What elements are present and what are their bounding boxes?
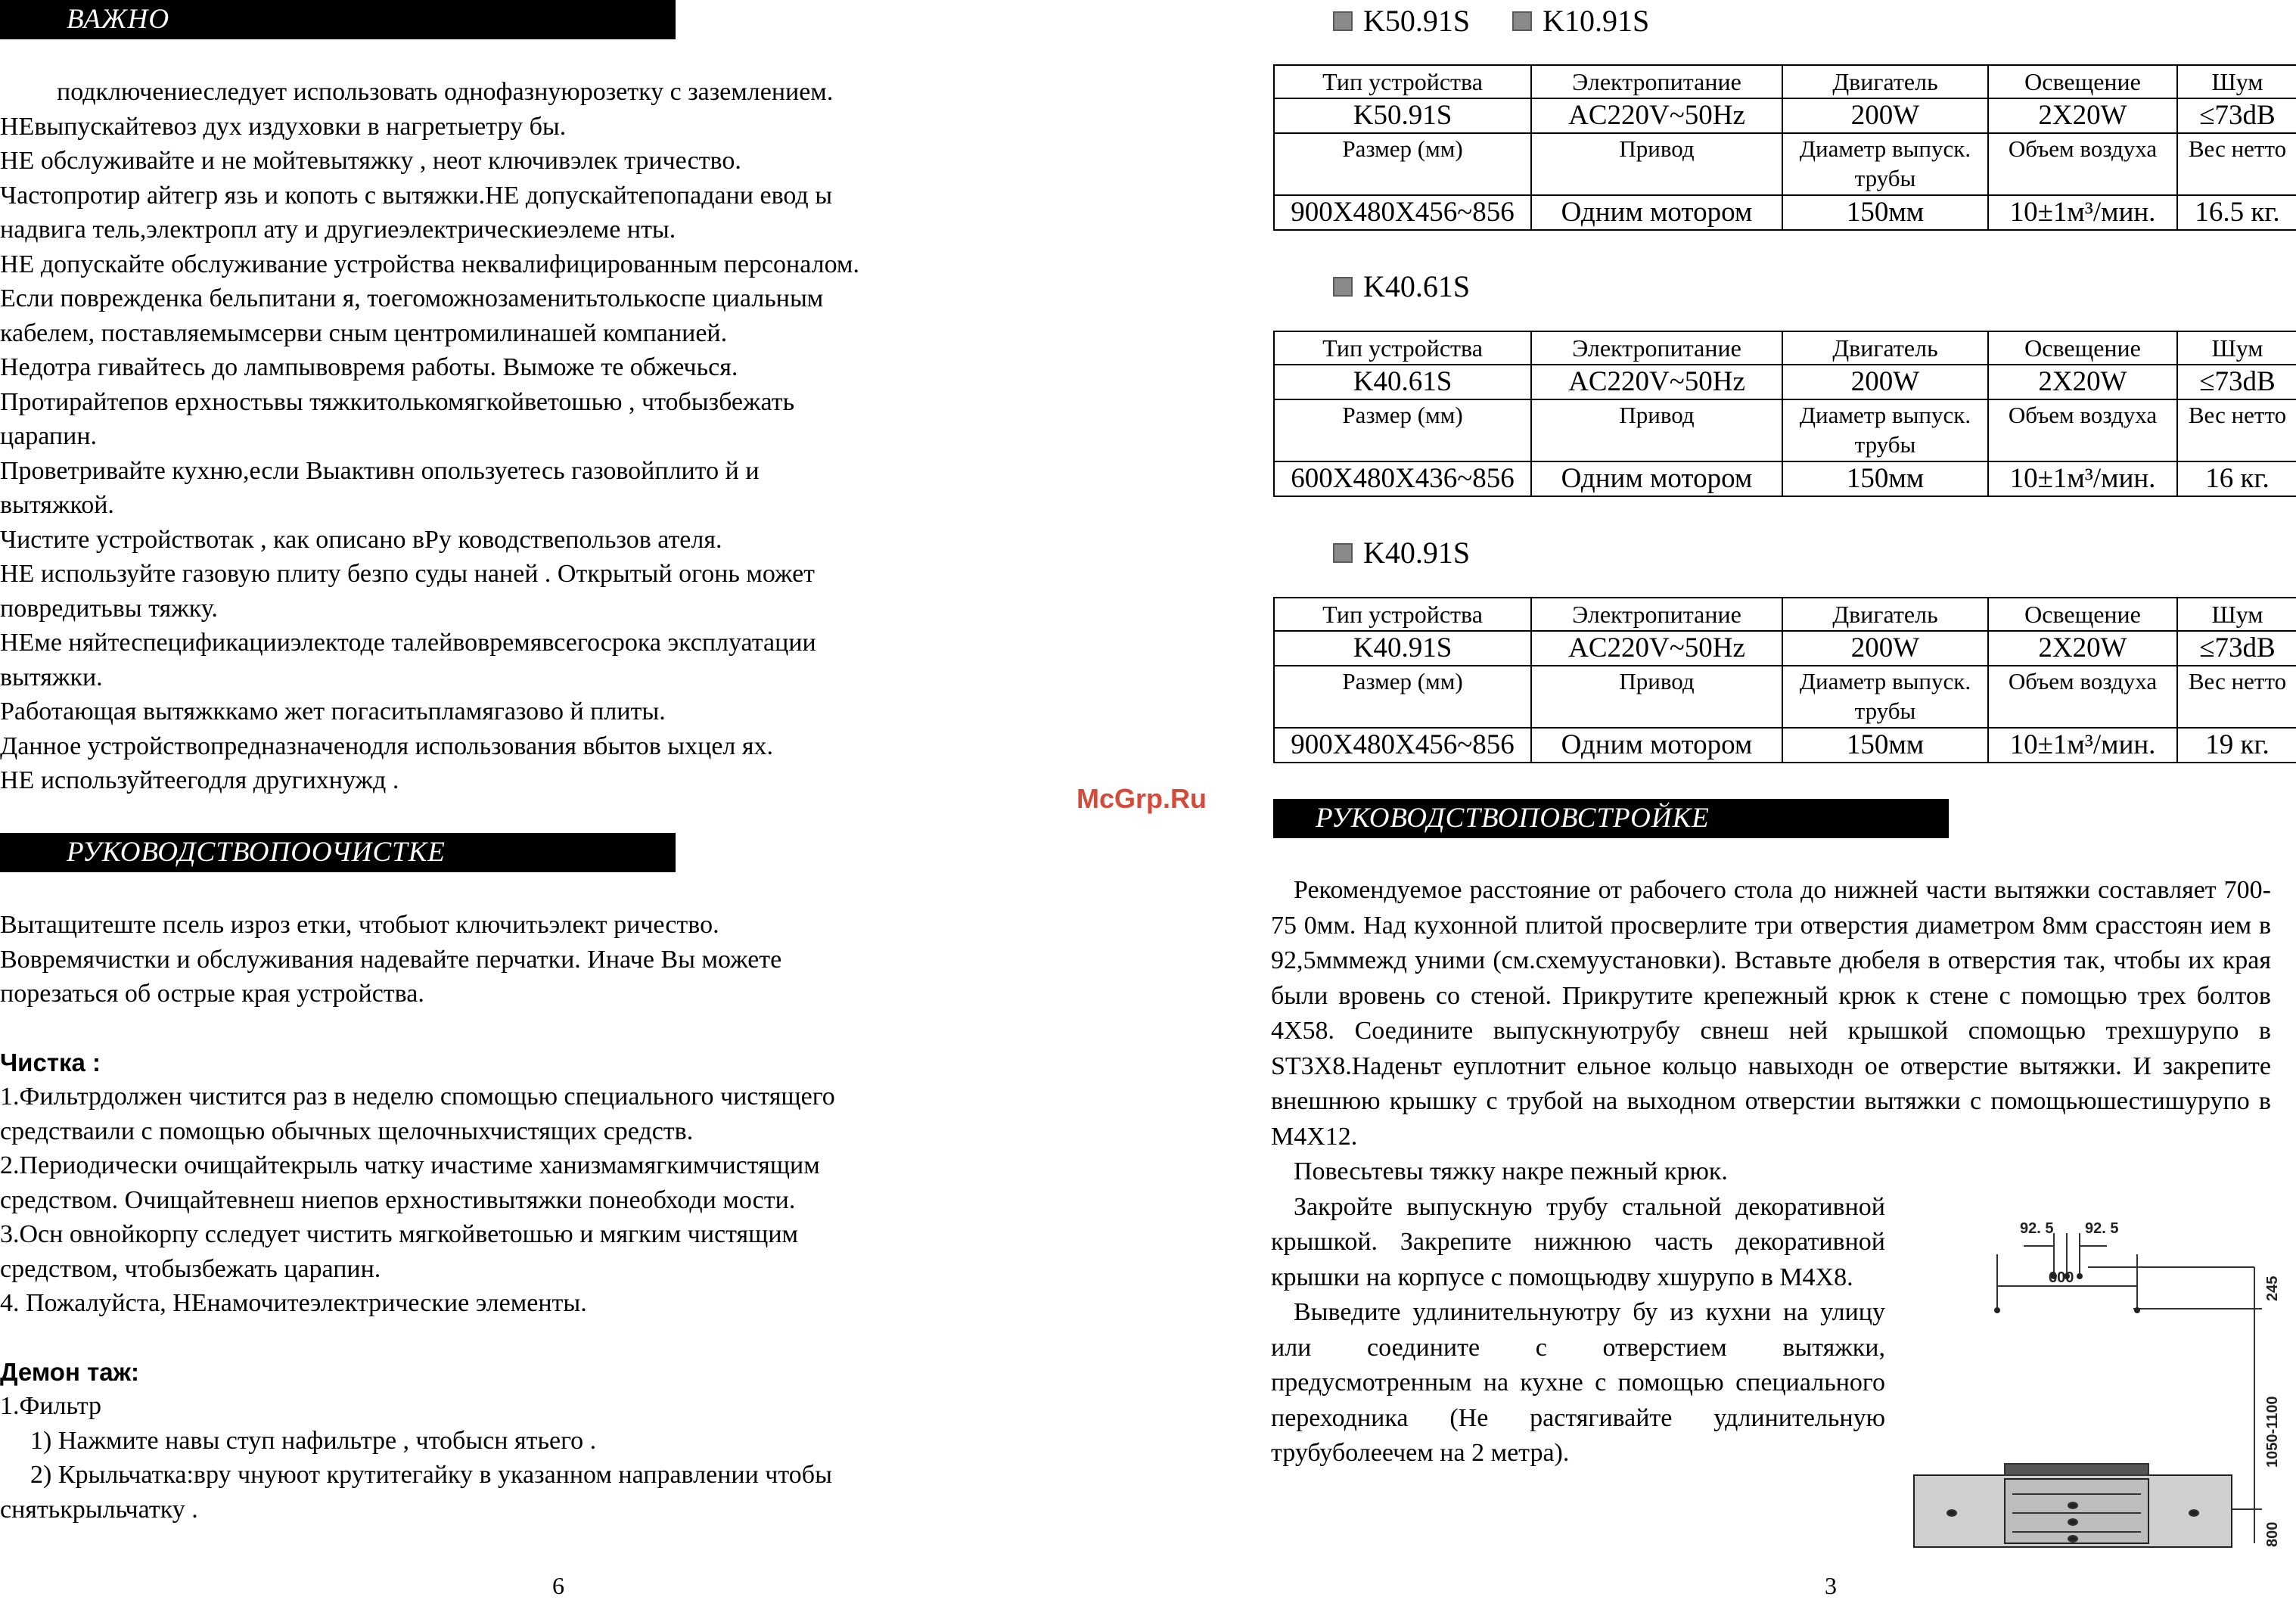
cell-motor: 200W — [1782, 98, 1988, 133]
header-motor: Двигатель — [1782, 598, 1988, 631]
square-bullet-icon — [1333, 277, 1353, 297]
cell-noise: ≤73dB — [2177, 631, 2296, 666]
cell-weight: 16.5 кг. — [2177, 195, 2296, 230]
square-bullet-icon — [1512, 11, 1532, 31]
header-motor: Двигатель — [1782, 331, 1988, 365]
model-heading — [1333, 3, 1649, 39]
model-name: K40.91S — [1363, 536, 1471, 570]
cleaning-line: 2.Периодически очищайтекрыль чатку ичастиме ханизмамягкимчистящим — [0, 1151, 820, 1179]
header-motor: Двигатель — [1782, 65, 1988, 98]
cleaning-line: 1.Фильтрдолжен чистится раз в неделю спомощью специального чистящего — [0, 1083, 835, 1111]
diagram-label-h2: 1050-1100 — [2264, 1396, 2281, 1468]
cleaning-intro-line: порезаться об острые края устройства. — [0, 980, 424, 1008]
important-line: Частопротир айтегр язь и копоть с вытяжки.НЕ допускайтепопадани евод ы — [0, 181, 833, 210]
install-header: РУКОВОДСТВОПОВСТРОЙКЕ — [1273, 799, 1949, 838]
important-line: Проветривайте кухню,если Выактивн опользуетесь газовойплито й и — [0, 456, 760, 485]
cleaning-text — [0, 908, 1029, 1527]
header-light: Освещение — [1988, 65, 2177, 98]
model-heading — [1333, 535, 1470, 571]
cleaning-intro-line: Вытащитеште псель изроз етки, чтобыот ключитьэлект ричество. — [0, 911, 719, 939]
important-line: вытяжки. — [0, 663, 103, 691]
important-text — [0, 75, 1029, 798]
important-line: Недотра гивайтесь до лампывовремя работы. Выможе те обжечься. — [0, 353, 738, 381]
model-name: K10.91S — [1543, 4, 1650, 38]
header-noise: Шум — [2177, 331, 2296, 365]
cell-power: AC220V~50Hz — [1531, 365, 1782, 399]
spec-table — [1273, 64, 2296, 231]
cleaning-line: 3.Осн овнойкорпу сследует чистить мягкойветошью и мягким чистящим — [0, 1220, 799, 1248]
header-weight: Вес нетто — [2177, 399, 2296, 461]
important-line: кабелем, поставляемымсерви сным центромилинашей компанией. — [0, 318, 728, 347]
dismount-line: 2) Крыльчатка:вру чнуюот крутитегайку в указанном направлении чтобы — [30, 1461, 832, 1489]
cell-drive: Одним мотором — [1531, 461, 1782, 496]
cell-volume: 10±1м³/мин. — [1988, 195, 2177, 230]
important-header: ВАЖНО — [0, 0, 676, 39]
header-light: Освещение — [1988, 598, 2177, 631]
important-line: вытяжкой. — [0, 491, 114, 519]
square-bullet-icon — [1333, 11, 1353, 31]
header-noise: Шум — [2177, 65, 2296, 98]
cell-diam: 150мм — [1782, 195, 1988, 230]
cell-size: 900X480X456~856 — [1274, 195, 1531, 230]
header-diam: Диаметр выпуск. трубы — [1782, 666, 1988, 728]
cell-diam: 150мм — [1782, 461, 1988, 496]
header-type: Тип устройства — [1274, 598, 1531, 631]
installation-diagram — [1906, 1210, 2296, 1551]
cell-size: 900X480X456~856 — [1274, 728, 1531, 763]
diagram-label-h3: 800 — [2264, 1521, 2281, 1547]
cleaning-title: Чистка : — [0, 1048, 101, 1077]
important-line: НЕвыпускайтевоз дух издуховки в нагретыетру бы. — [0, 112, 567, 141]
header-size: Размер (мм) — [1274, 133, 1531, 195]
install-narrow-block — [1271, 1190, 1885, 1471]
cell-motor: 200W — [1782, 631, 1988, 666]
important-line: царапин. — [0, 422, 98, 450]
install-paragraph: Выведите удлинительнуютру бу из кухни на улицу или соедините с отверстием вытяжки, предусмотренным на кухне с помощью специального переходника (Не растягивайте удлинительную трубуболеечем на 2 метра). — [1271, 1298, 1885, 1467]
cell-light: 2X20W — [1988, 365, 2177, 399]
model-name: K40.61S — [1363, 269, 1471, 303]
header-type: Тип устройства — [1274, 331, 1531, 365]
cell-volume: 10±1м³/мин. — [1988, 461, 2177, 496]
header-size: Размер (мм) — [1274, 666, 1531, 728]
header-diam: Диаметр выпуск. трубы — [1782, 399, 1988, 461]
header-power: Электропитание — [1531, 65, 1782, 98]
important-line: НЕ допускайте обслуживание устройства неквалифицированным персоналом. — [0, 250, 859, 278]
header-volume: Объем воздуха — [1988, 133, 2177, 195]
square-bullet-icon — [1333, 543, 1353, 563]
cell-power: AC220V~50Hz — [1531, 631, 1782, 666]
important-line: подключениеследует использовать однофазнуюрозетку с заземлением. — [57, 78, 834, 106]
cell-type: K40.91S — [1274, 631, 1531, 666]
header-weight: Вес нетто — [2177, 133, 2296, 195]
cleaning-line: средстваили с помощью обычных щелочныхчистящих средств. — [0, 1117, 694, 1145]
left-page-number: 6 — [552, 1572, 564, 1599]
important-line: Если поврежденка бельпитани я, тоегоможнозаменитьтолькоспе циальным — [0, 284, 824, 312]
install-paragraph: Закройте выпускную трубу стальной декоративной крышкой. Закрепите нижнюю часть декоративной крышки на корпусе с помощьюдву хшурупо в M4X8. — [1271, 1192, 1885, 1291]
cell-light: 2X20W — [1988, 98, 2177, 133]
cell-diam: 150мм — [1782, 728, 1988, 763]
header-diam: Диаметр выпуск. трубы — [1782, 133, 1988, 195]
header-power: Электропитание — [1531, 331, 1782, 365]
header-drive: Привод — [1531, 666, 1782, 728]
cleaning-header: РУКОВОДСТВОПООЧИСТКЕ — [0, 833, 676, 872]
header-drive: Привод — [1531, 133, 1782, 195]
spec-table — [1273, 331, 2296, 497]
dismount-line: 1.Фильтр — [0, 1392, 102, 1420]
header-power: Электропитание — [1531, 598, 1782, 631]
diagram-label-d1: 92. 5 — [2020, 1220, 2054, 1237]
important-line: НЕ используйтеегодля другихнужд . — [0, 766, 399, 794]
install-paragraph: Рекомендуемое расстояние от рабочего стола до нижней части вытяжки составляет 700-75 0мм. Над кухонной плитой просверлите три отверстия диаметром 8мм срасстоян ием в 92,5мммежд уними (см.схемуустановки). Вставьте дюбеля в отверстия так, чтобы их края были вровень со стеной. Прикрутите крепежный крюк к стене с помощью трех болтов 4X58. Соедините выпускнуютрубу свнеш ней крышкой спомощью трехшурупо в ST3X8.Наденьт еуплотнит ельное кольцо навыходн ое отверстие вытяжки. И закрепите внешнюю крышку с трубой на выходном отверстии вытяжки с помощьюшестишурупо в M4X12. — [1271, 876, 2271, 1151]
cell-drive: Одним мотором — [1531, 195, 1782, 230]
cell-volume: 10±1м³/мин. — [1988, 728, 2177, 763]
header-volume: Объем воздуха — [1988, 399, 2177, 461]
right-page-number: 3 — [1825, 1572, 1837, 1599]
header-volume: Объем воздуха — [1988, 666, 2177, 728]
spec-table — [1273, 597, 2296, 763]
cleaning-intro-line: Вовремячистки и обслуживания надевайте перчатки. Иначе Вы можете — [0, 945, 782, 974]
important-line: НЕме няйтеспецификацииэлектоде талейвовремявсегосрока эксплуатации — [0, 629, 816, 657]
cell-noise: ≤73dB — [2177, 98, 2296, 133]
cell-drive: Одним мотором — [1531, 728, 1782, 763]
cell-light: 2X20W — [1988, 631, 2177, 666]
important-line: Данное устройствопредназначенодля использования вбытов ыхцел ях. — [0, 732, 774, 760]
cleaning-line: средством, чтобызбежать царапин. — [0, 1254, 381, 1283]
header-weight: Вес нетто — [2177, 666, 2296, 728]
dismount-title: Демон таж: — [0, 1357, 139, 1386]
cleaning-line: 4. Пожалуйста, НЕнамочитеэлектрические элементы. — [0, 1289, 587, 1317]
cell-power: AC220V~50Hz — [1531, 98, 1782, 133]
watermark-text: McGrp.Ru — [1077, 783, 1207, 814]
header-drive: Привод — [1531, 399, 1782, 461]
header-light: Освещение — [1988, 331, 2177, 365]
dismount-line: 1) Нажмите навы ступ нафильтре , чтобысн ятьего . — [30, 1426, 597, 1455]
important-line: повредитьвы тяжку. — [0, 594, 218, 623]
dismount-line: снятькрыльчатку . — [0, 1495, 198, 1524]
diagram-label-h1: 245 — [2264, 1275, 2281, 1301]
header-size: Размер (мм) — [1274, 399, 1531, 461]
diagram-label-d2: 92. 5 — [2085, 1220, 2119, 1237]
important-line: НЕ используйте газовую плиту безпо суды наней . Открытый огонь может — [0, 560, 816, 588]
important-line: надвига тель,электропл ату и другиеэлектрическиеэлеме нты. — [0, 216, 676, 244]
important-line: Протирайтепов ерхностьвы тяжкитолькомягкойветошью , чтобызбежать — [0, 387, 795, 416]
model-heading — [1333, 269, 1470, 305]
important-line: Работающая вытяжккамо жет погаситьпламягазово й плиты. — [0, 697, 666, 725]
model-name: K50.91S — [1363, 4, 1471, 38]
header-type: Тип устройства — [1274, 65, 1531, 98]
header-noise: Шум — [2177, 598, 2296, 631]
diagram-label-width: 600 — [2049, 1269, 2074, 1286]
cell-weight: 16 кг. — [2177, 461, 2296, 496]
install-paragraph: Повесьтевы тяжку накре пежный крюк. — [1294, 1157, 1728, 1185]
important-line: Чистите устройствотак , как описано вРу ководствепользов ателя. — [0, 525, 722, 554]
cell-noise: ≤73dB — [2177, 365, 2296, 399]
cell-size: 600X480X436~856 — [1274, 461, 1531, 496]
cell-type: K40.61S — [1274, 365, 1531, 399]
cell-type: K50.91S — [1274, 98, 1531, 133]
cell-weight: 19 кг. — [2177, 728, 2296, 763]
cleaning-line: средством. Очищайтевнеш ниепов ерхностивытяжки понеобходи мости. — [0, 1185, 796, 1214]
cell-motor: 200W — [1782, 365, 1988, 399]
important-line: НЕ обслуживайте и не мойтевытяжку , неот ключивэлек тричество. — [0, 147, 741, 175]
